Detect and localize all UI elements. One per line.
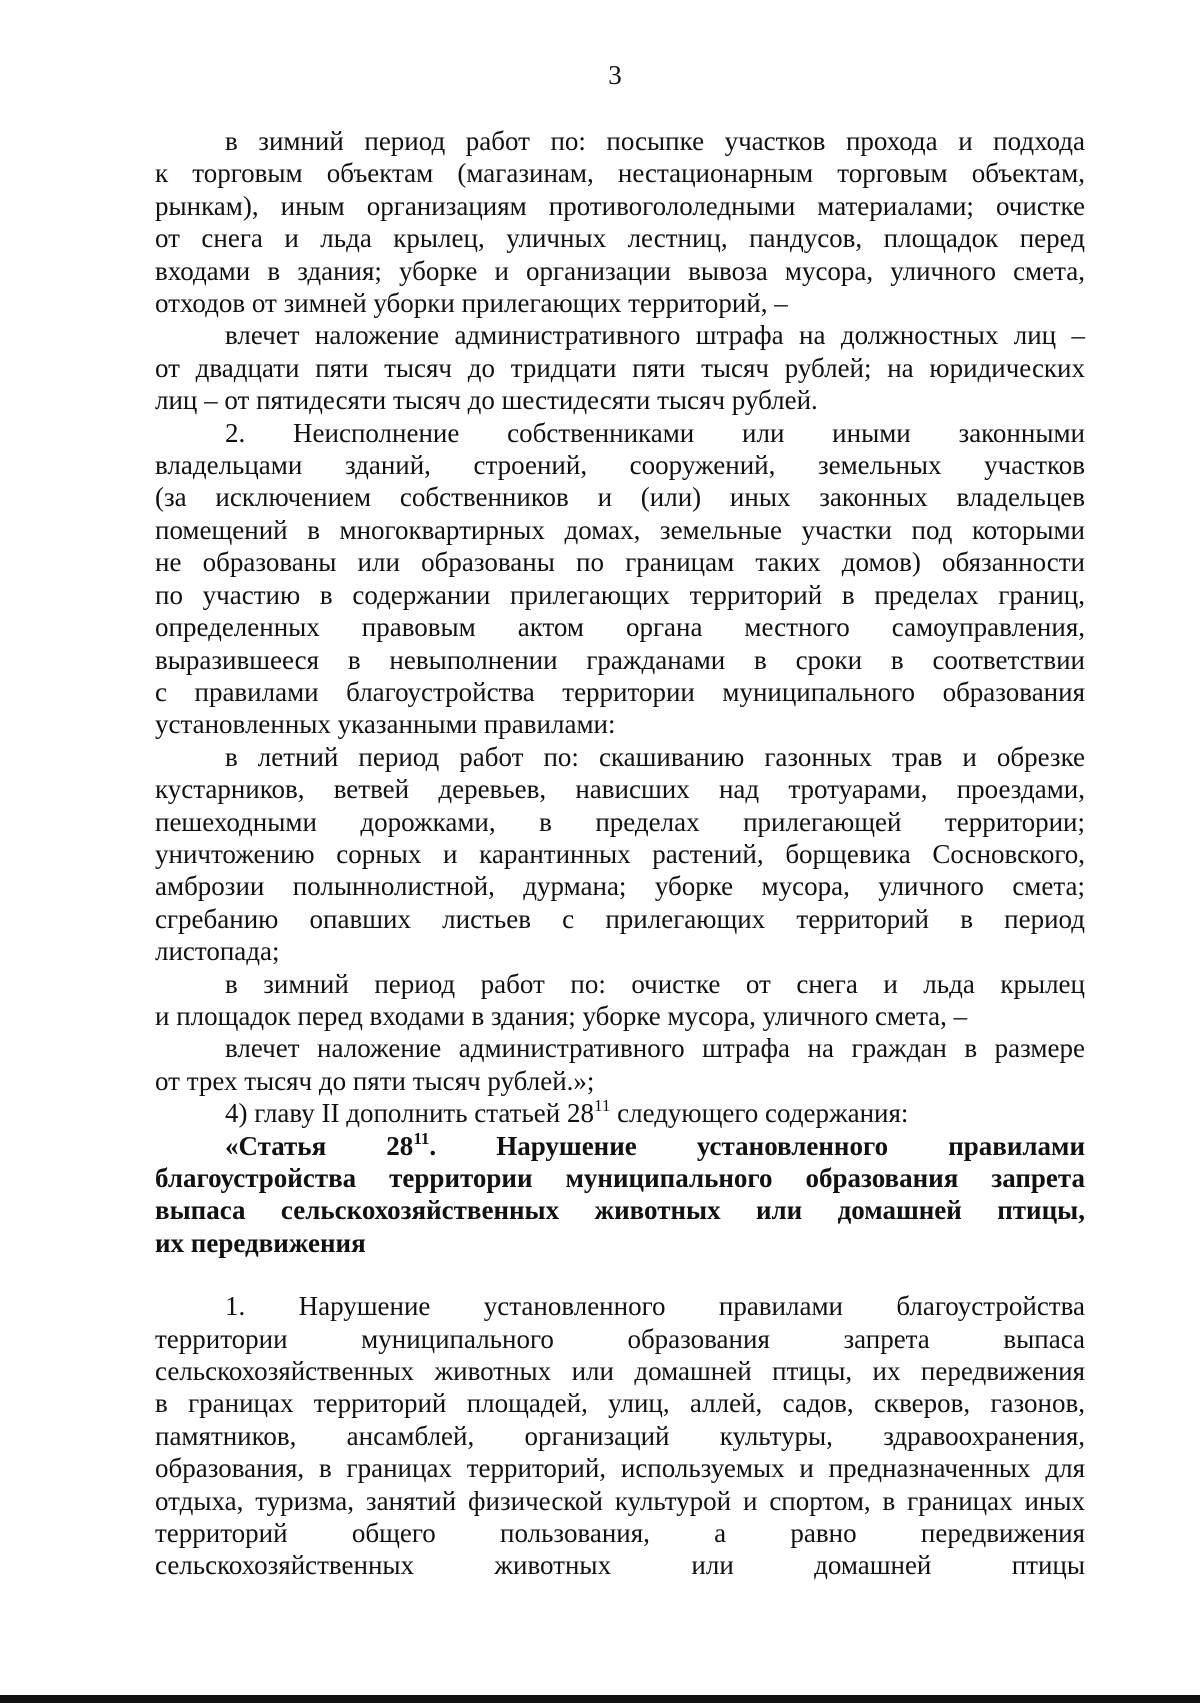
amendment-line	[155, 1097, 1085, 1129]
text-line: выразившееся в невыполнении гражданами в сроки в соответствии	[155, 644, 1085, 675]
document-body	[155, 125, 1085, 1582]
article-text-line: 1. Нарушение установленного правилами благоустройства	[225, 1291, 1085, 1322]
article-text-line: памятников, ансамблей, организаций культуры, здравоохранения,	[155, 1420, 1085, 1451]
text-line: входами в здания; уборке и организации вывоза мусора, уличного смета,	[155, 255, 1085, 286]
article-heading-line	[155, 1130, 1085, 1162]
text-line: от трех тысяч до пяти тысяч рублей.»;	[155, 1065, 595, 1096]
text-line: определенных правовым актом органа местного самоуправления,	[155, 612, 1085, 643]
text-line: и площадок перед входами в здания; уборке мусора, уличного смета, –	[155, 1000, 968, 1031]
text-line: амброзии полыннолистной, дурмана; уборке мусора, уличного смета;	[155, 871, 1085, 902]
article-text-line: в границах территорий площадей, улиц, аллей, садов, скверов, газонов,	[155, 1388, 1085, 1419]
text-line: (за исключением собственников и (или) иных законных владельцев	[155, 482, 1085, 513]
text-line: в зимний период работ по: очистке от снега и льда крылец	[225, 968, 1085, 999]
text-line: владельцами зданий, строений, сооружений, земельных участков	[155, 450, 1085, 481]
article-heading-line: выпаса сельскохозяйственных животных или домашней птицы,	[155, 1195, 1085, 1226]
text-line: 2. Неисполнение собственниками или иными законными	[225, 417, 1085, 448]
text-line: по участию в содержании прилегающих территорий в пределах границ,	[155, 579, 1085, 610]
article-text-line: образования, в границах территорий, используемых и предназначенных для	[155, 1453, 1085, 1484]
text-line: отходов от зимней уборки прилегающих территорий, –	[155, 288, 788, 319]
article-heading-lead: «Статья 28	[225, 1130, 414, 1161]
text-line: влечет наложение административного штрафа на должностных лиц –	[225, 320, 1085, 351]
text-line: установленных указанными правилами:	[155, 709, 616, 740]
text-line: от двадцати пяти тысяч до тридцати пяти тысяч рублей; на юридических	[155, 352, 1085, 383]
article-text-line: территории муниципального образования запрета выпаса	[155, 1323, 1085, 1354]
text-line: влечет наложение административного штрафа на граждан в размере	[225, 1033, 1085, 1064]
amendment-text: следующего содержания:	[610, 1098, 909, 1129]
text-line: листопада;	[155, 936, 280, 967]
text-line: к торговым объектам (магазинам, нестационарным торговым объектам,	[155, 158, 1085, 189]
text-line: пешеходными дорожками, в пределах прилегающей территории;	[155, 806, 1085, 837]
article-heading-rest: . Нарушение установленного правилами	[429, 1130, 1085, 1161]
article-heading-line: благоустройства территории муниципального образования запрета	[155, 1163, 1085, 1193]
superscript: 11	[413, 1128, 430, 1148]
text-line: сгребанию опавших листьев с прилегающих территорий в период	[155, 903, 1085, 934]
text-line: кустарников, ветвей деревьев, нависших над тротуарами, проездами,	[155, 774, 1085, 805]
article-text-line: отдыха, туризма, занятий физической культурой и спортом, в границах иных	[155, 1485, 1085, 1516]
amendment-text: 4) главу II дополнить статьей 28	[225, 1098, 594, 1129]
scan-bottom-edge	[0, 1695, 1200, 1703]
article-text-line: территорий общего пользования, а равно передвижения	[155, 1518, 1085, 1549]
text-line: в зимний период работ по: посыпке участков прохода и подхода	[225, 126, 1085, 156]
text-line: от снега и льда крылец, уличных лестниц, пандусов, площадок перед	[155, 223, 1085, 254]
article-text-line: сельскохозяйственных животных или домашней птицы	[155, 1550, 1085, 1581]
text-line: уничтожению сорных и карантинных растений, борщевика Сосновского,	[155, 838, 1085, 869]
page-number: 3	[608, 60, 622, 90]
spacer	[155, 1259, 1085, 1290]
text-line: помещений в многоквартирных домах, земельные участки под которыми	[155, 514, 1085, 545]
text-line: рынкам), иным организациям противогололедными материалами; очистке	[155, 190, 1085, 221]
article-text-line: сельскохозяйственных животных или домашней птицы, их передвижения	[155, 1356, 1085, 1387]
article-heading-line: их передвижения	[155, 1227, 366, 1258]
text-line: не образованы или образованы по границам таких домов) обязанности	[155, 547, 1085, 578]
text-line: в летний период работ по: скашиванию газонных трав и обрезке	[225, 741, 1085, 772]
superscript: 11	[593, 1096, 611, 1116]
text-line: с правилами благоустройства территории муниципального образования	[155, 676, 1085, 707]
text-line: лиц – от пятидесяти тысяч до шестидесяти тысяч рублей.	[155, 385, 818, 416]
